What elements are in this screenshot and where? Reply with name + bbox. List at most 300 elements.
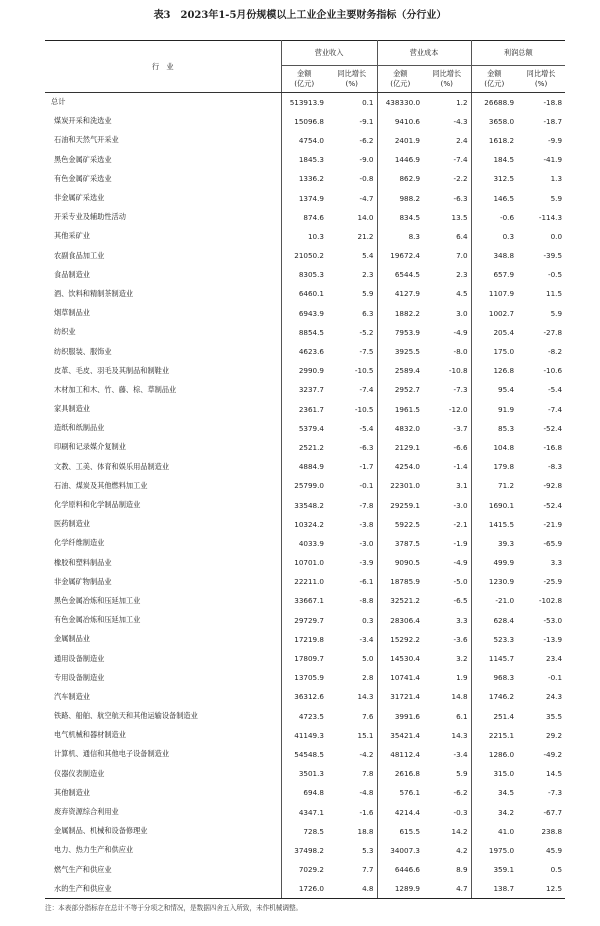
cell-cost-g: -4.9: [423, 323, 471, 342]
cell-profit: 34.5: [498, 788, 515, 798]
table-row: [45, 611, 565, 630]
cell-profit: 315.0: [493, 769, 515, 779]
cell-rev-g: -7.8: [327, 495, 377, 514]
cell-cost-g: -3.0: [423, 495, 471, 514]
cell-profit: 95.4: [498, 385, 515, 395]
cell-cost-g: 3.1: [423, 476, 471, 495]
cell-cost: 5922.5: [394, 519, 421, 529]
cell-cost: 3991.6: [394, 711, 421, 721]
cell-cost: 2589.4: [394, 366, 421, 376]
cell-profit-g: -18.7: [543, 116, 563, 126]
cell-cost-g: 3.3: [423, 611, 471, 630]
table-row: [45, 342, 565, 361]
cell-rev: 25799.0: [294, 481, 324, 491]
cell-profit: 71.2: [498, 481, 515, 491]
cell-cost: 28306.4: [390, 615, 421, 625]
industry-name: 医药制造业: [45, 515, 281, 534]
cell-rev-g: 14.0: [327, 208, 377, 227]
industry-name: 开采专业及辅助性活动: [45, 208, 281, 227]
table-row: [45, 630, 565, 649]
cell-rev-g: 0.3: [327, 611, 377, 630]
cell-cost: 1446.9: [394, 155, 421, 165]
industry-name: 酒、饮料和精制茶制造业: [45, 284, 281, 303]
cell-cost: 7953.9: [394, 327, 421, 337]
cell-rev: 17219.8: [294, 634, 324, 644]
cell-rev: 29729.7: [294, 615, 324, 625]
table-row: [45, 822, 565, 841]
cell-profit: 1690.1: [488, 500, 515, 510]
cell-cost: 438330.0: [385, 97, 421, 107]
cell-rev: 4754.0: [298, 135, 324, 145]
cell-profit: 138.7: [471, 879, 517, 898]
cell-profit: 184.5: [493, 155, 515, 165]
cell-profit: -21.0: [495, 596, 515, 606]
cell-rev-g: -5.2: [327, 323, 377, 342]
cell-profit-g: -92.8: [543, 481, 563, 491]
table-row: [45, 304, 565, 323]
cell-rev-g: -4.8: [327, 783, 377, 802]
cell-cost: 35421.4: [390, 730, 421, 740]
header-revenue: 营业收入: [281, 41, 377, 66]
cell-cost-g: -6.2: [423, 783, 471, 802]
cell-profit: 104.8: [493, 442, 515, 452]
subheader-growth: 同比增长 (%): [423, 66, 471, 93]
cell-profit: 1415.5: [488, 519, 515, 529]
cell-rev: 694.8: [303, 788, 324, 798]
industry-name: 烟草制品业: [45, 304, 281, 323]
industry-name: 金属制品业: [45, 630, 281, 649]
industry-name: 铁路、船舶、航空航天和其他运输设备制造业: [45, 707, 281, 726]
table-body: [45, 93, 565, 899]
table-row: [45, 400, 565, 419]
table-row: [45, 361, 565, 380]
cell-rev-g: 5.4: [327, 246, 377, 265]
cell-cost: 3787.5: [394, 538, 421, 548]
industry-name: 汽车制造业: [45, 687, 281, 706]
cell-profit-g: -8.2: [548, 347, 563, 357]
cell-cost: 3925.5: [394, 347, 421, 357]
cell-cost: 4832.0: [394, 423, 421, 433]
cell-cost: 18785.9: [390, 577, 421, 587]
cell-cost-g: -7.3: [423, 380, 471, 399]
cell-rev-g: -7.4: [327, 380, 377, 399]
industry-name: 石油和天然气开采业: [45, 131, 281, 150]
cell-cost: 9090.5: [394, 558, 421, 568]
cell-profit-g: 1.3: [550, 174, 563, 184]
cell-cost: 15292.2: [390, 634, 421, 644]
cell-cost-g: 6.1: [423, 707, 471, 726]
cell-cost: 2952.7: [394, 385, 421, 395]
cell-profit-g: 29.2: [546, 730, 563, 740]
cell-rev: 4884.9: [298, 462, 324, 472]
industry-name: 水的生产和供应业: [45, 879, 281, 898]
table-row: [45, 515, 565, 534]
table-row-total: [45, 93, 565, 112]
cell-rev-g: -0.8: [327, 169, 377, 188]
cell-rev: 54548.5: [294, 749, 324, 759]
industry-name: 电力、热力生产和供应业: [45, 841, 281, 860]
industry-name: 农副食品加工业: [45, 246, 281, 265]
table-row: [45, 227, 565, 246]
cell-profit-g: -8.3: [548, 462, 563, 472]
cell-cost-g: 3.2: [423, 649, 471, 668]
cell-rev-g: -3.0: [327, 534, 377, 553]
cell-profit: 523.3: [493, 634, 515, 644]
financial-table: [45, 40, 565, 899]
cell-cost-g: -10.8: [423, 361, 471, 380]
cell-cost: 29259.1: [390, 500, 421, 510]
cell-rev-g: -8.8: [327, 591, 377, 610]
cell-cost-g: 14.8: [423, 687, 471, 706]
industry-name: 橡胶和塑料制品业: [45, 553, 281, 572]
cell-cost: 862.9: [399, 174, 421, 184]
cell-rev-g: 6.3: [327, 304, 377, 323]
cell-rev-g: 7.7: [327, 860, 377, 879]
cell-cost-g: -6.5: [423, 591, 471, 610]
table-row: [45, 419, 565, 438]
cell-profit-g: 12.5: [517, 879, 565, 898]
cell-profit-g: 5.9: [550, 308, 563, 318]
cell-profit-g: 14.5: [546, 769, 563, 779]
cell-rev: 3237.7: [298, 385, 324, 395]
cell-cost-g: 1.2: [423, 93, 471, 112]
cell-rev-g: -6.3: [327, 438, 377, 457]
cell-profit-g: 45.9: [546, 845, 563, 855]
cell-rev-g: -9.1: [327, 112, 377, 131]
cell-rev: 4347.1: [298, 807, 324, 817]
cell-rev-g: 15.1: [327, 726, 377, 745]
cell-cost-g: 4.7: [423, 879, 471, 898]
cell-profit-g: -53.0: [543, 615, 563, 625]
cell-rev-g: 14.3: [327, 687, 377, 706]
cell-cost: 988.2: [399, 193, 421, 203]
cell-profit-g: -52.4: [543, 500, 563, 510]
cell-rev-g: -0.1: [327, 476, 377, 495]
cell-profit: 499.9: [493, 558, 515, 568]
cell-rev: 513913.9: [289, 97, 324, 107]
cell-rev-g: 21.2: [327, 227, 377, 246]
cell-rev-g: -4.7: [327, 188, 377, 207]
cell-profit: 1746.2: [488, 692, 515, 702]
cell-profit: 179.8: [493, 462, 515, 472]
cell-rev: 2361.7: [298, 404, 324, 414]
industry-name: 其他制造业: [45, 783, 281, 802]
cell-cost-g: 4.2: [423, 841, 471, 860]
subheader-amount: 金额 (亿元): [471, 66, 517, 93]
industry-name: 化学原料和化学制品制造业: [45, 495, 281, 514]
cell-cost: 1289.9: [377, 879, 423, 898]
table-row: [45, 668, 565, 687]
cell-profit: 1107.9: [488, 289, 515, 299]
cell-profit-g: -41.9: [543, 155, 563, 165]
cell-profit: 968.3: [493, 673, 515, 683]
cell-cost: 19672.4: [390, 251, 421, 261]
cell-cost-g: -4.9: [423, 553, 471, 572]
cell-rev: 3501.3: [298, 769, 324, 779]
cell-cost: 834.5: [399, 212, 421, 222]
header-profit: 利润总额: [471, 41, 565, 66]
cell-rev-g: 5.3: [327, 841, 377, 860]
cell-profit-g: -5.4: [548, 385, 563, 395]
industry-name: 木材加工和木、竹、藤、棕、草制品业: [45, 380, 281, 399]
cell-cost-g: -8.0: [423, 342, 471, 361]
cell-cost-g: -5.0: [423, 572, 471, 591]
cell-rev-g: -1.6: [327, 802, 377, 821]
industry-name: 煤炭开采和洗选业: [45, 112, 281, 131]
cell-profit: 628.4: [493, 615, 515, 625]
footnote: 注：本表部分指标存在总计不等于分项之和情况，是数据四舍五入所致，未作机械调整。: [45, 904, 303, 912]
cell-profit: 348.8: [493, 251, 515, 261]
industry-name: 家具制造业: [45, 400, 281, 419]
cell-profit-g: -39.5: [543, 251, 563, 261]
cell-cost-g: -4.3: [423, 112, 471, 131]
cell-profit-g: -49.2: [543, 749, 563, 759]
cell-rev-g: -10.5: [327, 400, 377, 419]
cell-rev-g: -3.8: [327, 515, 377, 534]
industry-name: 黑色金属冶炼和压延加工业: [45, 591, 281, 610]
cell-rev-g: -3.4: [327, 630, 377, 649]
cell-profit: 1618.2: [488, 135, 515, 145]
table-row: [45, 265, 565, 284]
cell-profit: -0.6: [500, 212, 515, 222]
cell-cost: 576.1: [399, 788, 421, 798]
cell-cost: 34007.3: [390, 845, 421, 855]
cell-rev: 1336.2: [298, 174, 324, 184]
cell-cost: 6446.6: [394, 865, 421, 875]
table-row: [45, 802, 565, 821]
cell-rev: 2521.2: [298, 442, 324, 452]
table-row: [45, 150, 565, 169]
cell-cost-g: 14.3: [423, 726, 471, 745]
cell-profit: 26688.9: [484, 97, 515, 107]
cell-profit: 1002.7: [488, 308, 515, 318]
cell-cost: 2401.9: [394, 135, 421, 145]
industry-name: 非金属矿物制品业: [45, 572, 281, 591]
cell-profit-g: -10.6: [543, 366, 563, 376]
header-cost: 营业成本: [377, 41, 471, 66]
cell-rev-g: -1.7: [327, 457, 377, 476]
cell-profit-g: -7.3: [548, 788, 563, 798]
table-row: [45, 591, 565, 610]
cell-profit: 0.3: [502, 231, 515, 241]
table-row: [45, 112, 565, 131]
cell-rev: 5379.4: [298, 423, 324, 433]
cell-profit-g: -52.4: [543, 423, 563, 433]
cell-rev: 1726.0: [281, 879, 327, 898]
cell-rev-g: 4.8: [327, 879, 377, 898]
cell-profit-g: -13.9: [543, 634, 563, 644]
cell-rev-g: -9.0: [327, 150, 377, 169]
cell-profit: 85.3: [498, 423, 515, 433]
cell-cost: 4127.9: [394, 289, 421, 299]
table-row: [45, 879, 565, 898]
cell-rev: 13705.9: [294, 673, 324, 683]
table-row: [45, 380, 565, 399]
table-row: [45, 188, 565, 207]
cell-rev-g: -7.5: [327, 342, 377, 361]
cell-profit-g: -65.9: [543, 538, 563, 548]
cell-cost: 10741.4: [390, 673, 421, 683]
table-row: [45, 246, 565, 265]
table-row: [45, 438, 565, 457]
cell-rev: 6943.9: [298, 308, 324, 318]
cell-cost: 2129.1: [394, 442, 421, 452]
table-row: [45, 457, 565, 476]
cell-cost: 22301.0: [390, 481, 421, 491]
table-title: 表3 2023年1-5月份规模以上工业企业主要财务指标（分行业）: [153, 10, 447, 21]
cell-rev: 2990.9: [298, 366, 324, 376]
cell-cost-g: -12.0: [423, 400, 471, 419]
table-row: [45, 649, 565, 668]
industry-name: 专用设备制造业: [45, 668, 281, 687]
cell-rev: 41149.3: [294, 730, 324, 740]
table-row: [45, 169, 565, 188]
cell-profit: 39.3: [498, 538, 515, 548]
cell-cost-g: 3.0: [423, 304, 471, 323]
cell-profit-g: -114.3: [538, 212, 563, 222]
industry-name: 纺织业: [45, 323, 281, 342]
cell-rev: 33667.1: [294, 596, 324, 606]
cell-rev: 6460.1: [298, 289, 324, 299]
cell-profit-g: -102.8: [538, 596, 563, 606]
cell-rev: 17809.7: [294, 654, 324, 664]
industry-name: 有色金属冶炼和压延加工业: [45, 611, 281, 630]
cell-profit: 3658.0: [488, 116, 515, 126]
cell-profit-g: -67.7: [543, 807, 563, 817]
industry-name: 印刷和记录媒介复制业: [45, 438, 281, 457]
cell-profit: 126.8: [493, 366, 515, 376]
cell-cost-g: 5.9: [423, 764, 471, 783]
cell-rev: 1374.9: [298, 193, 324, 203]
cell-rev-g: 18.8: [327, 822, 377, 841]
table-row: [45, 495, 565, 514]
cell-profit: 312.5: [493, 174, 515, 184]
cell-profit: 1230.9: [488, 577, 515, 587]
cell-rev: 37498.2: [294, 845, 324, 855]
cell-rev-g: 2.3: [327, 265, 377, 284]
cell-rev: 7029.2: [298, 865, 324, 875]
cell-cost: 2616.8: [394, 769, 421, 779]
cell-rev-g: -10.5: [327, 361, 377, 380]
cell-profit-g: 0.0: [550, 231, 563, 241]
header-industry: 行 业: [45, 41, 281, 93]
subheader-amount: 金额 (亿元): [281, 66, 327, 93]
cell-profit-g: 11.5: [546, 289, 563, 299]
cell-cost-g: -1.4: [423, 457, 471, 476]
industry-name: 通用设备制造业: [45, 649, 281, 668]
cell-profit: 91.9: [498, 404, 515, 414]
industry-name: 总计: [45, 93, 281, 112]
cell-cost-g: 8.9: [423, 860, 471, 879]
cell-rev: 8305.3: [298, 270, 324, 280]
table-row: [45, 476, 565, 495]
cell-rev: 22211.0: [294, 577, 324, 587]
table-row: [45, 860, 565, 879]
industry-name: 其他采矿业: [45, 227, 281, 246]
cell-cost-g: 4.5: [423, 284, 471, 303]
cell-cost: 48112.4: [390, 749, 421, 759]
cell-profit-g: 23.4: [546, 654, 563, 664]
cell-rev-g: 7.8: [327, 764, 377, 783]
cell-profit-g: -9.9: [548, 135, 563, 145]
industry-name: 金属制品、机械和设备修理业: [45, 822, 281, 841]
industry-name: 仪器仪表制造业: [45, 764, 281, 783]
cell-cost-g: -0.3: [423, 802, 471, 821]
cell-cost: 4214.4: [394, 807, 421, 817]
cell-rev: 10324.2: [294, 519, 324, 529]
cell-cost: 14530.4: [390, 654, 421, 664]
cell-rev-g: 0.1: [327, 93, 377, 112]
cell-rev: 33548.2: [294, 500, 324, 510]
cell-profit: 251.4: [493, 711, 515, 721]
cell-profit: 359.1: [493, 865, 515, 875]
cell-rev: 15096.8: [294, 116, 324, 126]
table-row: [45, 323, 565, 342]
cell-cost: 8.3: [408, 231, 421, 241]
industry-name: 计算机、通信和其他电子设备制造业: [45, 745, 281, 764]
cell-cost-g: -6.3: [423, 188, 471, 207]
cell-cost-g: 2.4: [423, 131, 471, 150]
subheader-growth: 同比增长 (%): [327, 66, 377, 93]
cell-cost-g: 2.3: [423, 265, 471, 284]
cell-profit-g: -16.8: [543, 442, 563, 452]
cell-cost-g: 14.2: [423, 822, 471, 841]
table-row: [45, 553, 565, 572]
cell-profit: 205.4: [493, 327, 515, 337]
cell-cost-g: -6.6: [423, 438, 471, 457]
cell-cost: 31721.4: [390, 692, 421, 702]
cell-cost-g: -3.4: [423, 745, 471, 764]
cell-profit-g: 238.8: [541, 826, 563, 836]
cell-profit-g: 5.9: [550, 193, 563, 203]
industry-name: 皮革、毛皮、羽毛及其制品和制鞋业: [45, 361, 281, 380]
cell-cost: 6544.5: [394, 270, 421, 280]
table-row: [45, 783, 565, 802]
cell-rev-g: -3.9: [327, 553, 377, 572]
cell-profit: 2215.1: [488, 730, 515, 740]
cell-profit: 146.5: [493, 193, 515, 203]
cell-rev: 4033.9: [298, 538, 324, 548]
table-row: [45, 841, 565, 860]
cell-cost-g: -1.9: [423, 534, 471, 553]
cell-rev: 728.5: [303, 826, 324, 836]
cell-rev-g: -4.2: [327, 745, 377, 764]
cell-cost: 1961.5: [394, 404, 421, 414]
cell-rev: 36312.6: [294, 692, 324, 702]
cell-profit: 34.2: [498, 807, 515, 817]
industry-name: 造纸和纸制品业: [45, 419, 281, 438]
cell-rev: 10701.0: [294, 558, 324, 568]
cell-cost: 615.5: [399, 826, 421, 836]
cell-profit-g: -0.1: [548, 673, 563, 683]
table-row: [45, 707, 565, 726]
table-row: [45, 208, 565, 227]
table-row: [45, 745, 565, 764]
cell-rev-g: -6.1: [327, 572, 377, 591]
cell-profit: 1286.0: [488, 749, 515, 759]
cell-cost: 32521.2: [390, 596, 421, 606]
subheader-growth: 同比增长 (%): [517, 66, 565, 93]
cell-profit-g: -7.4: [548, 404, 563, 414]
cell-rev: 8854.5: [298, 327, 324, 337]
cell-cost-g: 13.5: [423, 208, 471, 227]
subheader-amount: 金额 (亿元): [377, 66, 423, 93]
cell-rev-g: -6.2: [327, 131, 377, 150]
cell-profit-g: 35.5: [546, 711, 563, 721]
industry-name: 纺织服装、服饰业: [45, 342, 281, 361]
cell-rev: 1845.3: [298, 155, 324, 165]
cell-cost-g: -2.1: [423, 515, 471, 534]
